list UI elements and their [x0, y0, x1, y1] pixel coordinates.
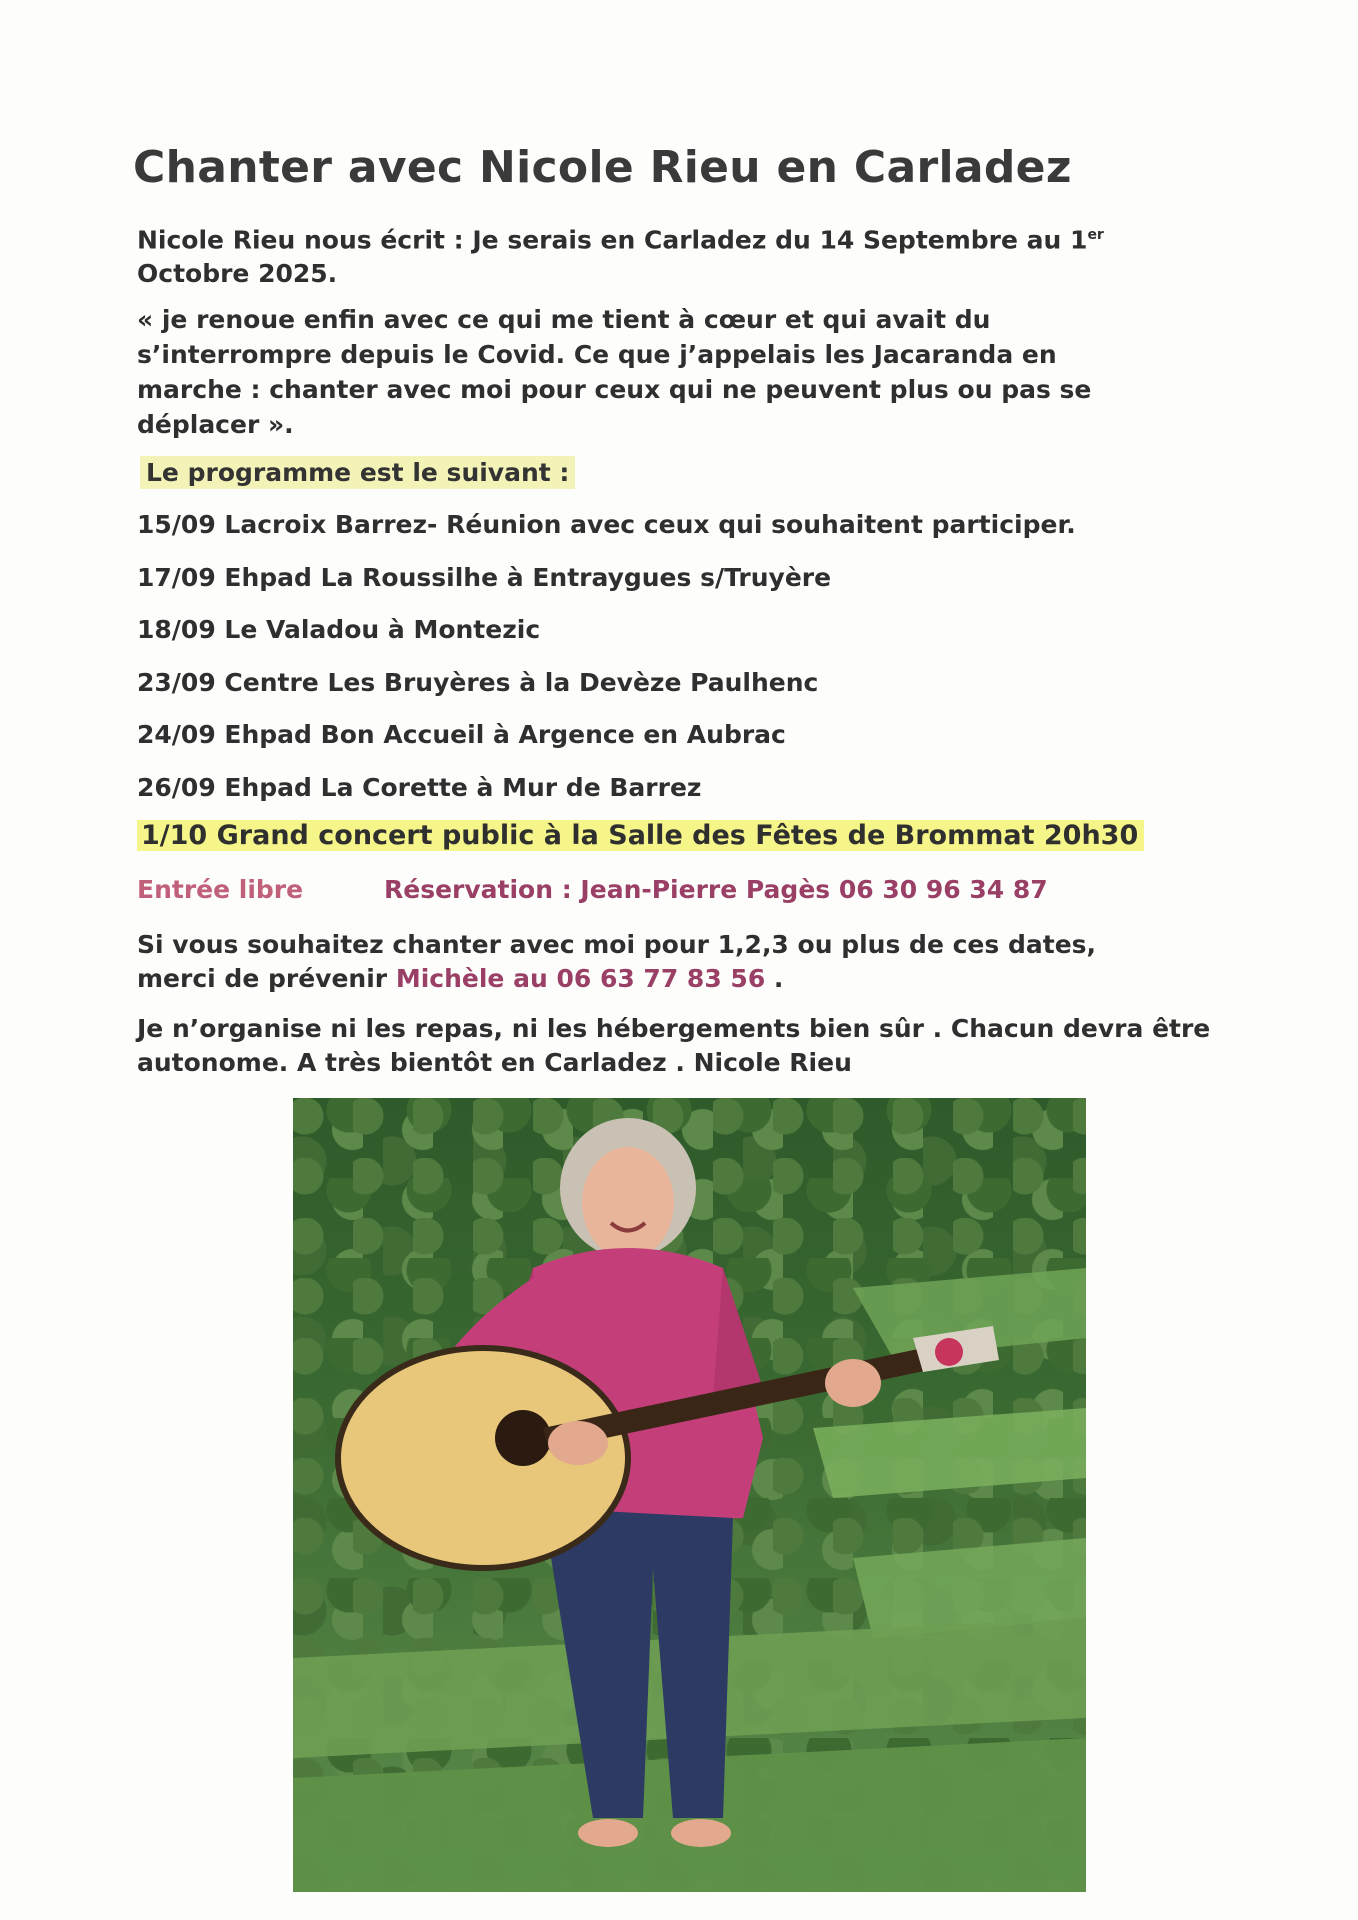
michele-contact: Michèle au 06 63 77 83 56	[395, 964, 766, 993]
free-entry-label: Entrée libre	[137, 875, 304, 904]
intro-text-end: Octobre 2025.	[137, 259, 338, 289]
sing-prefix: merci de prévenir	[137, 964, 396, 993]
event-item: 18/09 Le Valadou à Montezic	[137, 615, 541, 644]
quote-paragraph: « je renoue enfin avec ce qui me tient à cœur et qui avait du s’interrompre depuis le Covid. Ce que j’appelais les Jacaranda en marche : chanter avec moi pour ceux qui ne peuvent plus ou pas se déplacer ».	[137, 305, 1092, 439]
program-heading: Le programme est le suivant :	[140, 456, 575, 489]
sing-line-contact	[137, 962, 1237, 996]
closing-paragraph: Je n’organise ni les repas, ni les hébergements bien sûr . Chacun devra être autonome. A très bientôt en Carladez . Nicole Rieu	[137, 1014, 1211, 1077]
page-title: Chanter avec Nicole Rieu en Carladez	[133, 142, 1072, 193]
sing-suffix: .	[765, 964, 784, 993]
intro-superscript: er	[1087, 227, 1104, 243]
entry-row	[137, 875, 1237, 904]
event-item: 17/09 Ehpad La Roussilhe à Entraygues s/Truyère	[137, 562, 832, 592]
event-item: 15/09 Lacroix Barrez- Réunion avec ceux qui souhaitent participer.	[137, 510, 1076, 539]
event-item: 24/09 Ehpad Bon Accueil à Argence en Aubrac	[137, 720, 786, 749]
event-item: 23/09 Centre Les Bruyères à la Devèze Paulhenc	[137, 667, 819, 697]
event-item: 26/09 Ehpad La Corette à Mur de Barrez	[137, 772, 702, 802]
intro-paragraph	[137, 218, 1147, 291]
events-list	[137, 505, 1237, 820]
concert-highlight: 1/10 Grand concert public à la Salle des Fêtes de Brommat 20h30	[137, 820, 1144, 851]
sing-paragraph	[137, 928, 1237, 996]
sing-line: Si vous souhaitez chanter avec moi pour 1,2,3 ou plus de ces dates,	[137, 930, 1097, 959]
reservation-contact: Réservation : Jean-Pierre Pagès 06 30 96 34 87	[384, 875, 1048, 904]
intro-text: Nicole Rieu nous écrit : Je serais en Carladez du 14 Septembre au 1	[137, 225, 1088, 255]
woman-with-guitar-photo	[293, 1098, 1086, 1892]
photo-illustration	[293, 1098, 1086, 1892]
